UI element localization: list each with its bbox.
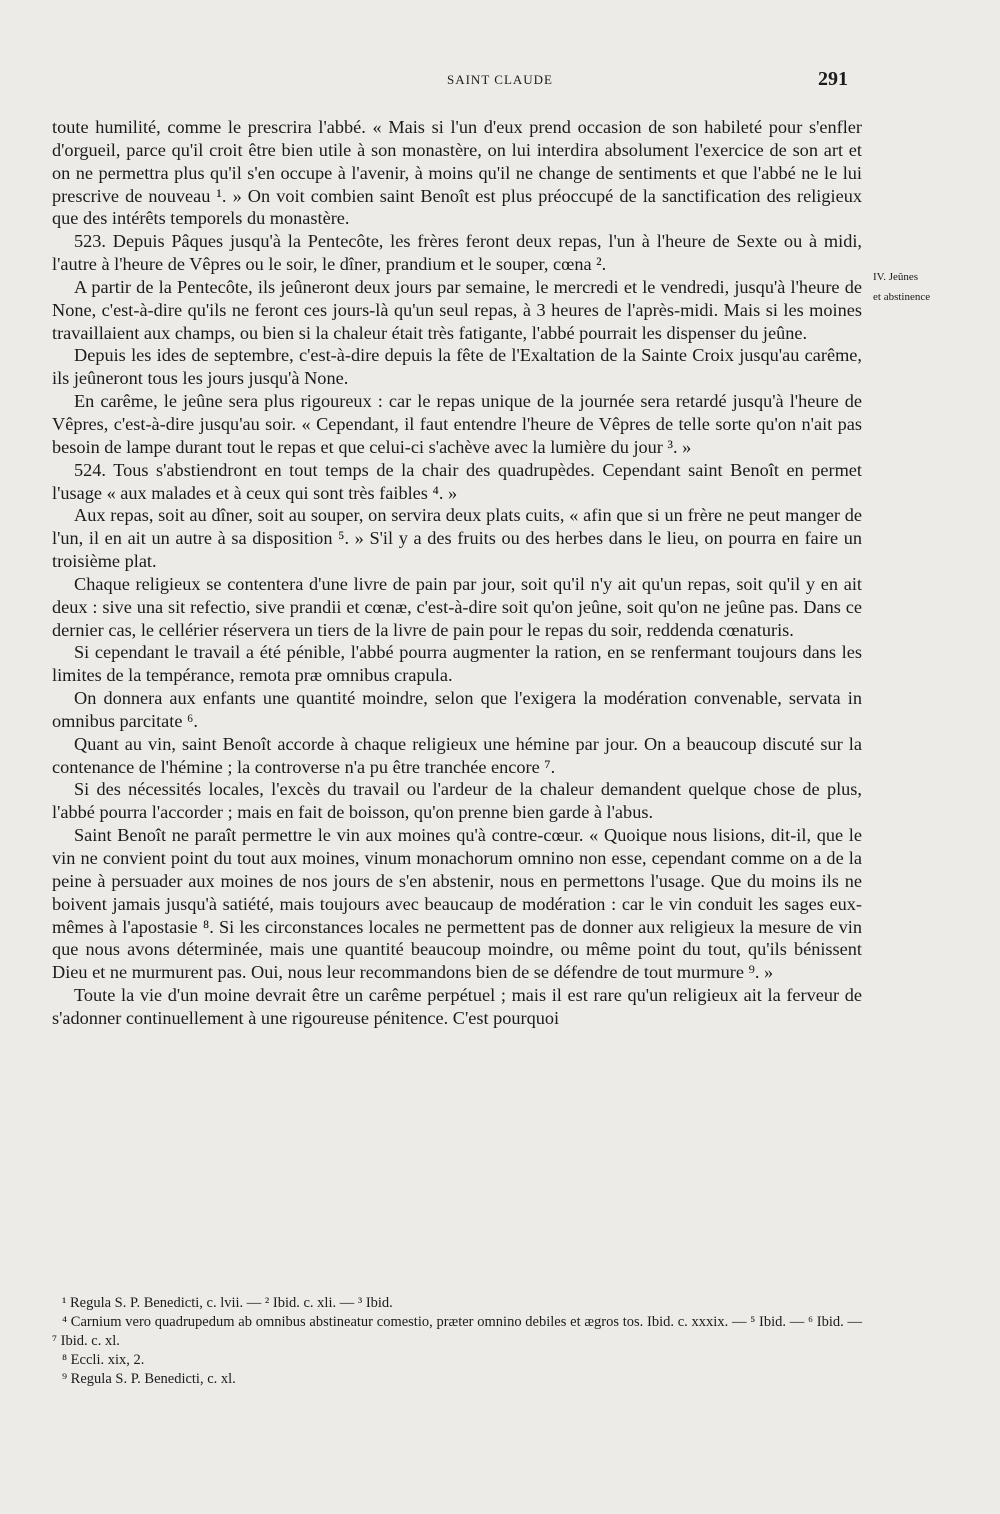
paragraph: Aux repas, soit au dîner, soit au souper, on servira deux plats cuits, « afin que si un frère ne peut manger de l'un, il en ait un autre à sa disposition ⁵. » S'il y a des fruits ou des herbes dans le lieu, on pourra en faire un troisième plat. — [52, 505, 862, 572]
body-text — [52, 116, 862, 1030]
paragraph: toute humilité, comme le prescrira l'abbé. « Mais si l'un d'eux prend occasion de son habileté pour s'enfler d'orgueil, parce qu'il croit être bien utile à son monastère, on lui interdira absolument l'exercice de son art et on ne permettra plus qu'il s'en occupe à l'avenir, à moins qu'il ne change de sentiments et que l'abbé ne le lui prescrive de nouveau ¹. » On voit combien saint Benoît est plus préoccupé de la sanctification des religieux que des intérêts temporels du monastère. — [52, 117, 862, 229]
margin-note — [873, 267, 993, 307]
margin-note-line: et abstinence — [873, 291, 931, 303]
paragraph: On donnera aux enfants une quantité moindre, selon que l'exigera la modération convenable, servata in omnibus parcitate ⁶. — [52, 688, 862, 731]
margin-note-line: IV. Jeûnes — [873, 271, 919, 283]
footnote: ⁹ Regula S. P. Benedicti, c. xl. — [62, 1371, 236, 1387]
paragraph: Depuis les ides de septembre, c'est-à-dire depuis la fête de l'Exaltation de la Sainte Croix jusqu'au carême, ils jeûneront tous les jours jusqu'à None. — [52, 345, 862, 389]
paragraph: En carême, le jeûne sera plus rigoureux : car le repas unique de la journée sera retardé jusqu'à l'heure de Vêpres, c'est-à-dire jusqu'au soir. « Cependant, il faut entendre l'heure de Vêpres de telle sorte qu'on n'ait pas besoin de lampe durant tout le repas et que celui-ci s'achève avec la lumière du jour ³. » — [52, 391, 862, 457]
footnotes — [52, 1294, 862, 1389]
paragraph: Chaque religieux se contentera d'une livre de pain par jour, soit qu'il n'y ait qu'un repas, soit qu'il y en ait deux : sive una sit refectio, sive prandii et cœnæ, c'est-à-dire soit qu'on jeûne, soit qu'on ne jeûne pas. Dans ce dernier cas, le cellérier réservera un tiers de la livre de pain pour le repas du soir, reddenda cœnaturis. — [52, 573, 862, 640]
paragraph: Toute la vie d'un moine devrait être un carême perpétuel ; mais il est rare qu'un religieux ait la ferveur de s'adonner continuellement à une rigoureuse pénitence. C'est pourquoi — [52, 985, 862, 1028]
paragraph: Si des nécessités locales, l'excès du travail ou l'ardeur de la chaleur demandent quelque chose de plus, l'abbé pourra l'accorder ; mais en fait de boisson, qu'on prenne bien garde à l'abus. — [52, 779, 862, 823]
footnote: ⁴ Carnium vero quadrupedum ab omnibus abstineatur comestio, præter omnino debiles et ægros tos. Ibid. c. xxxix. — ⁵ Ibid. — ⁶ Ibid. — ⁷ Ibid. c. xl. — [52, 1314, 862, 1349]
paragraph: Saint Benoît ne paraît permettre le vin aux moines qu'à contre-cœur. « Quoique nous lisions, dit-il, que le vin ne convient point du tout aux moines, vinum monachorum omnino non esse, cependant comme on a de la peine à persuader aux moines de nos jours de s'en abstenir, nous en permettons l'usage. Que du moins ils ne boivent jamais jusqu'à satiété, mais toujours avec beaucaup de modération : car le vin conduit les sages eux-mêmes à l'apostasie ⁸. Si les circonstances locales ne permettent pas de donner aux religieux la mesure de vin que nous avons déterminée, mais une quantité beaucoup moindre, ou même point du tout, qu'ils bénissent Dieu et ne murmurent pas. Oui, nous leur recommandons bien de se défendre de tout murmure ⁹. » — [52, 825, 862, 983]
footnote: ⁸ Eccli. xix, 2. — [62, 1352, 145, 1368]
page-number: 291 — [818, 68, 848, 90]
footnote: ¹ Regula S. P. Benedicti, c. lvii. — ² Ibid. c. xli. — ³ Ibid. — [62, 1295, 393, 1311]
paragraph: A partir de la Pentecôte, ils jeûneront deux jours par semaine, le mercredi et le vendredi, jusqu'à l'heure de None, c'est-à-dire qu'ils ne feront ces jours-là qu'un seul repas, à 3 heures de l'après-midi. Mais si les moines travaillaient aux champs, ou bien si la chaleur était très fatigante, l'abbé pourrait les dispenser du jeûne. — [52, 276, 862, 343]
paragraph: Quant au vin, saint Benoît accorde à chaque religieux une hémine par jour. On a beaucoup discuté sur la contenance de l'hémine ; la controverse n'a pu être tranchée encore ⁷. — [52, 733, 862, 777]
running-head: SAINT CLAUDE — [446, 72, 553, 87]
paragraph: 524. Tous s'abstiendront en tout temps de la chair des quadrupèdes. Cependant saint Benoît en permet l'usage « aux malades et à ceux qui sont très faibles ⁴. » — [52, 459, 862, 503]
paragraph: Si cependant le travail a été pénible, l'abbé pourra augmenter la ration, en se renfermant toujours dans les limites de la tempérance, remota præ omnibus crapula. — [52, 642, 862, 686]
paragraph: 523. Depuis Pâques jusqu'à la Pentecôte, les frères feront deux repas, l'un à l'heure de Sexte ou à midi, l'autre à l'heure de Vêpres ou le soir, le dîner, prandium et le souper, cœna ². — [52, 231, 862, 275]
